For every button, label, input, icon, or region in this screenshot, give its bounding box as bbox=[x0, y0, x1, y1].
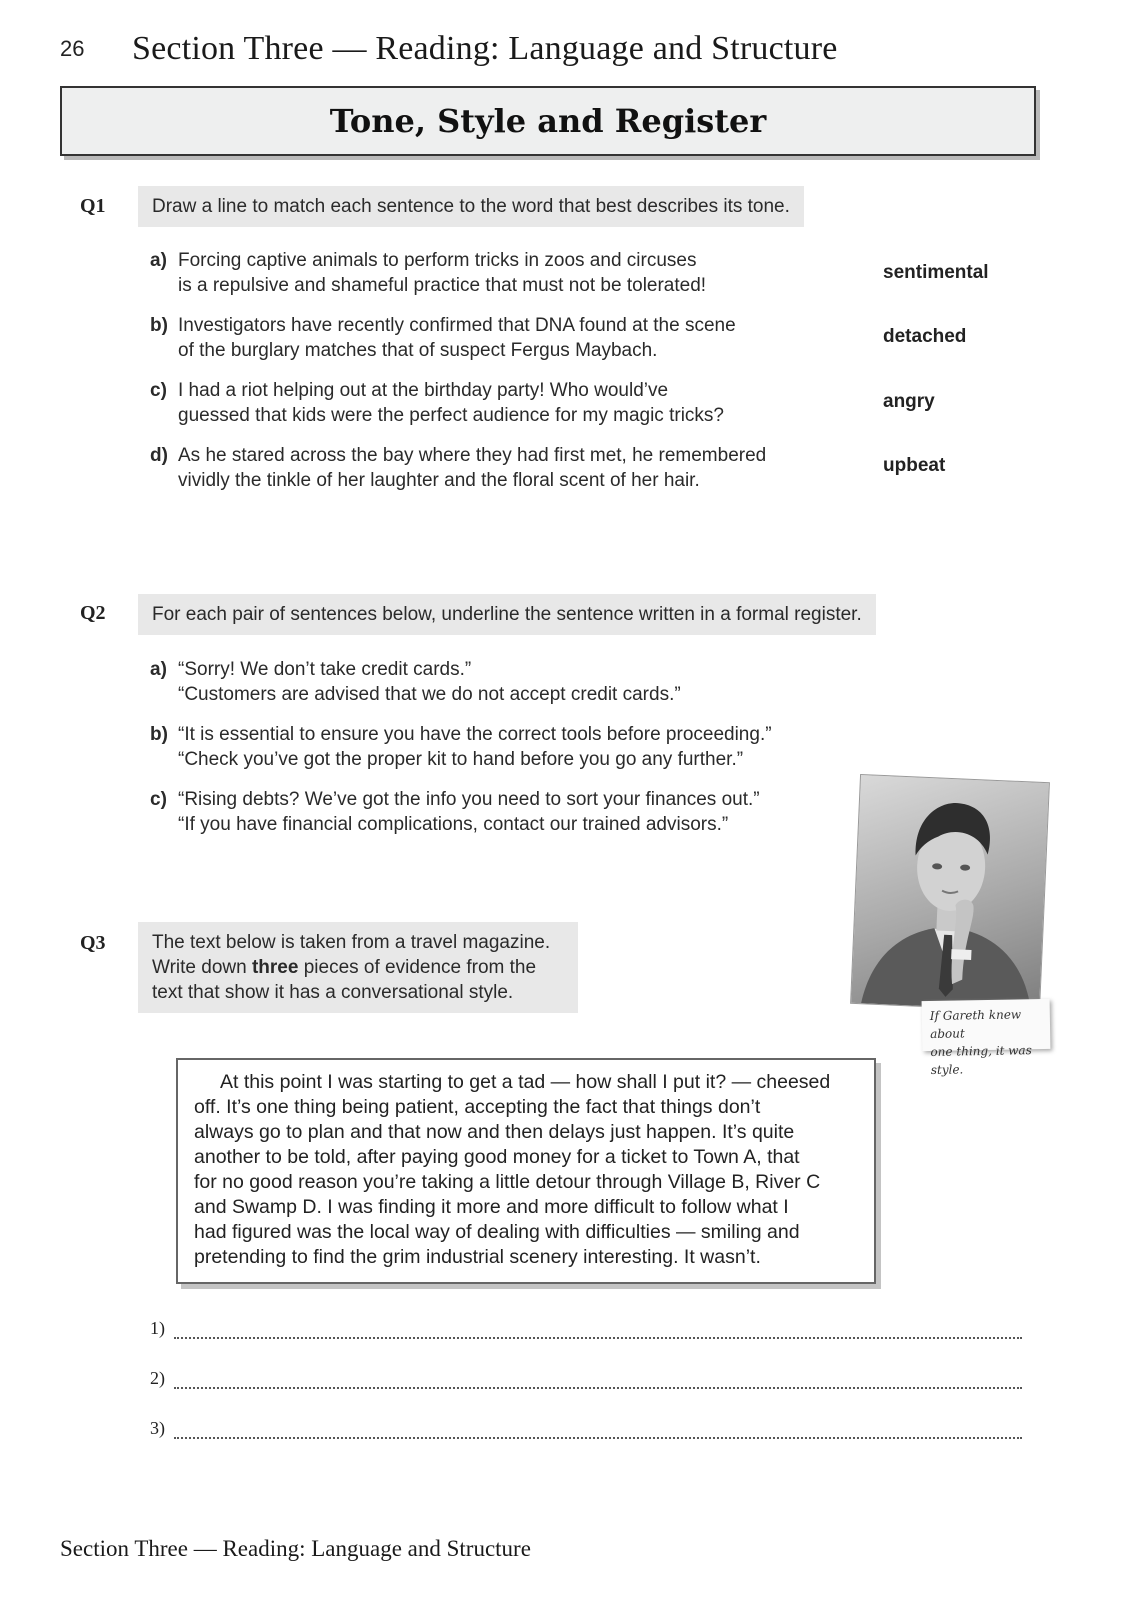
section-heading: Section Three — Reading: Language and Structure bbox=[132, 30, 838, 67]
q1-prompt: Draw a line to match each sentence to the word that best describes its tone. bbox=[138, 186, 804, 227]
caption-line: If Gareth knew about bbox=[929, 1007, 1022, 1041]
item-text: Forcing captive animals to perform tricks in zoos and circuses bbox=[178, 250, 697, 271]
tone-option[interactable]: detached bbox=[883, 326, 967, 347]
sentence-option[interactable]: “Customers are advised that we do not accept credit cards.” bbox=[178, 684, 681, 705]
prompt-text: pieces of evidence from the bbox=[298, 957, 537, 978]
extract-box bbox=[176, 1058, 876, 1284]
sentence-option[interactable]: “If you have financial complications, contact our trained advisors.” bbox=[178, 814, 729, 835]
sentence-option[interactable]: “Sorry! We don’t take credit cards.” bbox=[178, 659, 472, 680]
item-text: is a repulsive and shameful practice that must not be tolerated! bbox=[178, 275, 707, 296]
prompt-emphasis: three bbox=[251, 957, 299, 978]
extract-line: off. It’s one thing being patient, accepting the fact that things don’t bbox=[194, 1096, 761, 1118]
extract-text bbox=[194, 1070, 856, 1270]
answer-line[interactable] bbox=[174, 1319, 1022, 1339]
page-footer: Section Three — Reading: Language and Structure bbox=[60, 1536, 531, 1561]
q3-label: Q3 bbox=[80, 932, 106, 954]
answer-number: 1) bbox=[150, 1318, 165, 1338]
extract-line: and Swamp D. I was finding it more and more difficult to follow what I bbox=[194, 1196, 789, 1218]
answer-number: 2) bbox=[150, 1368, 165, 1388]
q1-item-c bbox=[150, 378, 724, 428]
item-text: Investigators have recently confirmed that DNA found at the scene bbox=[178, 315, 736, 336]
item-text: I had a riot helping out at the birthday party! Who would’ve bbox=[178, 380, 669, 401]
q2-item-a bbox=[150, 657, 681, 707]
sentence-option[interactable]: “Check you’ve got the proper kit to hand before you go any further.” bbox=[178, 749, 744, 770]
item-letter: a) bbox=[150, 250, 167, 271]
answer-line[interactable] bbox=[174, 1369, 1022, 1389]
portrait-illustration bbox=[851, 775, 1049, 1011]
q3-prompt bbox=[138, 922, 578, 1013]
q2-label: Q2 bbox=[80, 602, 106, 624]
extract-line: At this point I was starting to get a tad — how shall I put it? — cheesed bbox=[220, 1071, 831, 1093]
q2-item-b bbox=[150, 722, 772, 772]
item-letter: d) bbox=[150, 445, 168, 466]
q1-item-b bbox=[150, 313, 736, 363]
prompt-text: Write down bbox=[152, 957, 252, 978]
item-letter: c) bbox=[150, 380, 167, 401]
tone-option[interactable]: upbeat bbox=[883, 455, 946, 476]
extract-line: for no good reason you’re taking a little detour through Village B, River C bbox=[194, 1171, 821, 1193]
page-number: 26 bbox=[60, 36, 85, 61]
photo-caption bbox=[922, 999, 1051, 1077]
sentence-option[interactable]: “Rising debts? We’ve got the info you need to sort your finances out.” bbox=[178, 789, 760, 810]
item-letter: a) bbox=[150, 659, 167, 680]
q1-label: Q1 bbox=[80, 195, 106, 217]
answer-row-3[interactable] bbox=[150, 1418, 1022, 1439]
answer-line[interactable] bbox=[174, 1419, 1022, 1439]
q1-item-d bbox=[150, 443, 766, 493]
caption-line: one thing, it was style. bbox=[930, 1043, 1032, 1077]
q2-prompt: For each pair of sentences below, underline the sentence written in a formal register. bbox=[138, 594, 876, 635]
item-text: As he stared across the bay where they had first met, he remembered bbox=[178, 445, 767, 466]
extract-line: another to be told, after paying good money for a ticket to Town A, that bbox=[194, 1146, 800, 1168]
extract-line: had figured was the local way of dealing with difficulties — smiling and bbox=[194, 1221, 800, 1243]
tone-option[interactable]: angry bbox=[883, 391, 935, 412]
prompt-line: The text below is taken from a travel magazine. bbox=[152, 932, 551, 953]
gareth-photo bbox=[850, 774, 1050, 1012]
item-letter: c) bbox=[150, 789, 167, 810]
page-title: Tone, Style and Register bbox=[329, 102, 767, 140]
extract-line: always go to plan and that now and then delays just happen. It’s quite bbox=[194, 1121, 795, 1143]
answer-row-1[interactable] bbox=[150, 1318, 1022, 1339]
item-text: of the burglary matches that of suspect Fergus Maybach. bbox=[178, 340, 658, 361]
item-text: vividly the tinkle of her laughter and the floral scent of her hair. bbox=[178, 470, 700, 491]
answer-row-2[interactable] bbox=[150, 1368, 1022, 1389]
item-letter: b) bbox=[150, 724, 168, 745]
answer-number: 3) bbox=[150, 1418, 165, 1438]
q2-item-c bbox=[150, 787, 760, 837]
item-letter: b) bbox=[150, 315, 168, 336]
extract-line: pretending to find the grim industrial scenery interesting. It wasn’t. bbox=[194, 1246, 761, 1268]
tone-option[interactable]: sentimental bbox=[883, 262, 989, 283]
sentence-option[interactable]: “It is essential to ensure you have the correct tools before proceeding.” bbox=[178, 724, 772, 745]
page-title-box bbox=[60, 86, 1036, 156]
prompt-line: text that show it has a conversational style. bbox=[152, 982, 514, 1003]
item-text: guessed that kids were the perfect audience for my magic tricks? bbox=[178, 405, 724, 426]
prompt-line bbox=[152, 955, 564, 980]
q1-item-a bbox=[150, 248, 706, 298]
